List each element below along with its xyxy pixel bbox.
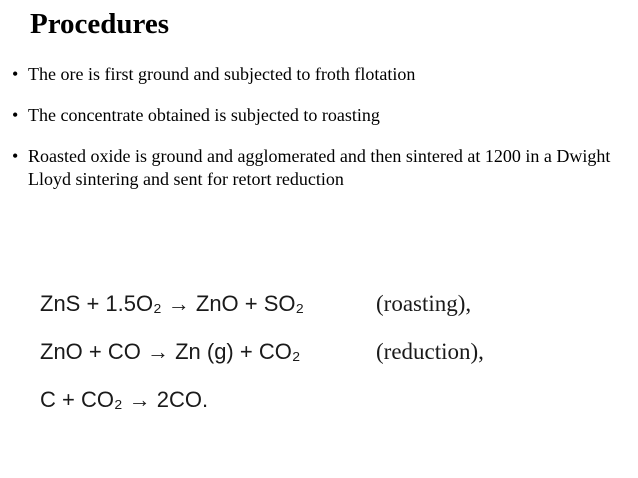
- bullet-dot: •: [12, 105, 19, 125]
- bullet-item: [8, 63, 628, 86]
- slide-title: Procedures: [30, 8, 170, 40]
- equation-label: (roasting),: [376, 291, 472, 316]
- bullet-item: [8, 145, 628, 191]
- bullet-dot: •: [12, 64, 19, 84]
- equation-formula: C + CO₂ → 2CO.: [40, 387, 209, 412]
- reaction-equations: [40, 280, 600, 424]
- equation-row: [40, 280, 600, 328]
- bullet-text: Roasted oxide is ground and agglomerated and then sintered at 1200 in a Dwight Lloyd sintering and sent for retort reduction: [28, 146, 611, 189]
- bullet-list: [8, 63, 628, 209]
- equation-row: [40, 376, 600, 424]
- bullet-item: [8, 104, 628, 127]
- equation-formula: ZnS + 1.5O₂ → ZnO + SO₂: [40, 291, 305, 316]
- equation-label: (reduction),: [376, 339, 484, 364]
- bullet-dot: •: [12, 146, 19, 166]
- bullet-text: The concentrate obtained is subjected to roasting: [28, 105, 380, 125]
- bullet-text: The ore is first ground and subjected to froth flotation: [28, 64, 416, 84]
- equation-row: [40, 328, 600, 376]
- equation-formula: ZnO + CO → Zn (g) + CO₂: [40, 339, 301, 364]
